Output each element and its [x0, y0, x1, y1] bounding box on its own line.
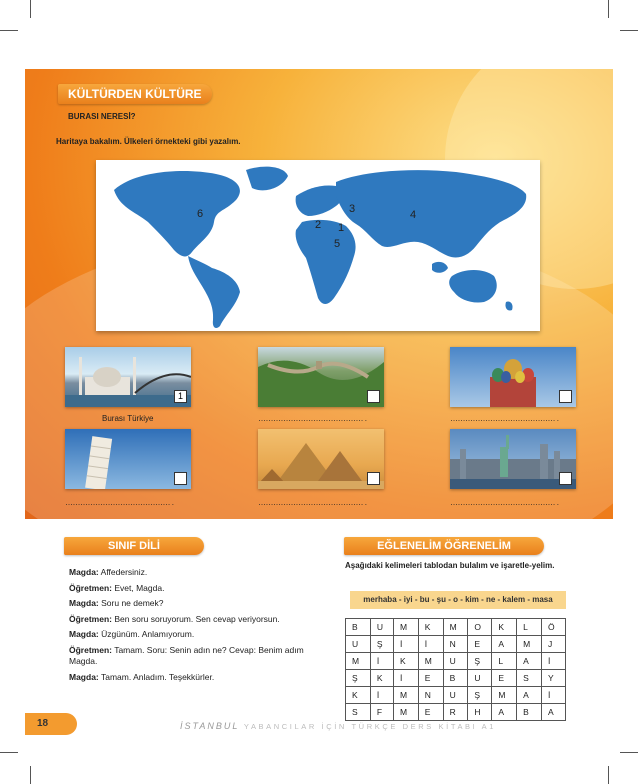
grid-cell[interactable]: E: [418, 704, 443, 721]
grid-cell[interactable]: F: [370, 704, 393, 721]
crop-mark: [30, 766, 31, 784]
map-label: 4: [410, 209, 417, 221]
book-title: [180, 721, 496, 731]
line-text: Soru ne demek?: [101, 598, 164, 609]
grid-cell[interactable]: İ: [370, 653, 393, 670]
grid-cell[interactable]: E: [418, 670, 443, 687]
grid-cell[interactable]: L: [517, 619, 542, 636]
grid-cell[interactable]: K: [492, 619, 517, 636]
grid-cell[interactable]: L: [492, 653, 517, 670]
statue-of-liberty-illustration: [450, 429, 576, 489]
map-label: 3: [349, 203, 356, 215]
grid-cell[interactable]: M: [346, 653, 371, 670]
dialogue-line: [69, 565, 334, 581]
grid-cell[interactable]: M: [517, 636, 542, 653]
grid-cell[interactable]: K: [418, 619, 443, 636]
grid-cell[interactable]: S: [346, 704, 371, 721]
line-text: Evet, Magda.: [114, 582, 165, 593]
book-title-rest: YABANCILAR İÇİN TÜRKÇE DERS KİTABI A1: [243, 722, 496, 731]
word-search-grid: [345, 618, 566, 721]
answer-box[interactable]: [559, 472, 572, 485]
answer-blank[interactable]: …………………………………… .: [450, 414, 559, 423]
answer-box[interactable]: 1: [174, 390, 187, 403]
grid-cell[interactable]: M: [393, 619, 418, 636]
word-list: merhaba - iyi - bu - şu - o - kim - ne - kalem - masa: [350, 591, 566, 609]
grid-cell[interactable]: N: [443, 636, 468, 653]
world-map-svg: [96, 160, 540, 331]
line-text: Üzgünüm. Anlamıyorum.: [101, 629, 195, 640]
crop-mark: [0, 752, 18, 753]
answer-blank[interactable]: …………………………………… .: [65, 498, 174, 507]
line-text: Tamam. Soru: Senin adın ne? Cevap: Benim adım Magda.: [69, 644, 304, 666]
grid-cell[interactable]: E: [468, 636, 492, 653]
grid-cell[interactable]: B: [443, 670, 468, 687]
grid-cell[interactable]: Ş: [370, 636, 393, 653]
grid-cell[interactable]: E: [492, 670, 517, 687]
grid-cell[interactable]: Ş: [468, 653, 492, 670]
grid-cell[interactable]: A: [492, 704, 517, 721]
grid-cell[interactable]: U: [443, 653, 468, 670]
dialogue-line: [69, 627, 334, 643]
book-title-main: İSTANBUL: [180, 721, 240, 731]
pisa-tower-photo: [65, 429, 191, 489]
map-label: 1: [338, 222, 345, 234]
speaker: Öğretmen:: [69, 644, 112, 655]
answer-blank[interactable]: …………………………………… .: [450, 498, 559, 507]
grid-row: [346, 653, 566, 670]
grid-cell[interactable]: M: [393, 704, 418, 721]
speaker: Magda:: [69, 567, 99, 577]
dialogue-line: [69, 581, 334, 597]
world-map: [96, 160, 540, 331]
line-text: Tamam. Anladım. Teşekkürler.: [100, 671, 215, 682]
grid-cell[interactable]: M: [393, 687, 418, 704]
speaker: Öğretmen:: [69, 613, 112, 624]
grid-cell[interactable]: J: [541, 636, 565, 653]
grid-cell[interactable]: A: [541, 704, 565, 721]
crop-mark: [608, 766, 609, 784]
line-text: Ben soru soruyorum. Sen cevap veriyorsun.: [114, 613, 280, 624]
great-wall-illustration: [258, 347, 384, 407]
grid-row: [346, 636, 566, 653]
grid-row: [346, 687, 566, 704]
grid-cell[interactable]: K: [393, 653, 418, 670]
grid-cell[interactable]: Ö: [541, 619, 565, 636]
page-number: 18: [25, 713, 77, 735]
crop-mark: [30, 0, 31, 18]
speaker: Magda:: [69, 629, 99, 640]
grid-cell[interactable]: B: [346, 619, 371, 636]
grid-cell[interactable]: İ: [370, 687, 393, 704]
crop-mark: [620, 30, 638, 31]
kremlin-photo: [450, 347, 576, 407]
grid-cell[interactable]: H: [468, 704, 492, 721]
dialogue-line: [69, 612, 334, 628]
line-text: Affedersiniz.: [100, 567, 148, 577]
grid-cell[interactable]: M: [443, 619, 468, 636]
grid-cell[interactable]: A: [492, 636, 517, 653]
mosque-photo: [65, 347, 191, 407]
grid-cell[interactable]: U: [346, 636, 371, 653]
grid-cell[interactable]: S: [517, 670, 542, 687]
grid-cell[interactable]: Y: [541, 670, 565, 687]
grid-cell[interactable]: A: [517, 653, 542, 670]
subtitle: BURASI NERESİ?: [68, 112, 136, 121]
grid-cell[interactable]: M: [492, 687, 517, 704]
fun-learning-title: EĞLENELİM ÖĞRENELİM: [344, 537, 544, 555]
grid-cell[interactable]: K: [346, 687, 371, 704]
speaker: Öğretmen:: [69, 582, 112, 593]
grid-cell[interactable]: U: [370, 619, 393, 636]
dialogue: [69, 565, 334, 686]
map-label: 2: [315, 219, 322, 231]
grid-cell[interactable]: O: [468, 619, 492, 636]
kremlin-illustration: [450, 347, 576, 407]
grid-cell[interactable]: İ: [541, 687, 565, 704]
great-wall-photo: [258, 347, 384, 407]
grid-cell[interactable]: U: [468, 670, 492, 687]
answer-blank[interactable]: …………………………………… .: [258, 498, 367, 507]
answer-box[interactable]: [367, 472, 380, 485]
grid-cell[interactable]: Ş: [346, 670, 371, 687]
answer-box[interactable]: [174, 472, 187, 485]
map-label: 6: [197, 208, 204, 220]
answer-blank[interactable]: …………………………………… .: [258, 414, 367, 423]
dialogue-line: [69, 596, 334, 612]
grid-cell[interactable]: U: [443, 687, 468, 704]
grid-cell[interactable]: İ: [393, 636, 418, 653]
statue-of-liberty-photo: [450, 429, 576, 489]
grid-cell[interactable]: İ: [541, 653, 565, 670]
speaker: Magda:: [69, 598, 99, 609]
pyramids-illustration: [258, 429, 384, 489]
grid-row: [346, 619, 566, 636]
grid-cell[interactable]: İ: [393, 670, 418, 687]
pisa-tower-illustration: [65, 429, 191, 489]
answer-box[interactable]: [559, 390, 572, 403]
grid-row: [346, 704, 566, 721]
grid-row: [346, 670, 566, 687]
class-language-title: SINIF DİLİ: [64, 537, 204, 555]
grid-cell[interactable]: M: [418, 653, 443, 670]
crop-mark: [0, 30, 18, 31]
dialogue-line: [69, 670, 334, 686]
answer-box[interactable]: [367, 390, 380, 403]
grid-cell[interactable]: A: [517, 687, 542, 704]
pyramids-photo: [258, 429, 384, 489]
grid-cell[interactable]: Ş: [468, 687, 492, 704]
mosque-illustration: [65, 347, 191, 407]
grid-cell[interactable]: R: [443, 704, 468, 721]
section-title: KÜLTÜRDEN KÜLTÜRE: [58, 84, 212, 104]
crop-mark: [620, 752, 638, 753]
instruction: Haritaya bakalım. Ülkeleri örnekteki gibi yazalım.: [56, 137, 241, 146]
grid-cell[interactable]: İ: [418, 636, 443, 653]
speaker: Magda:: [69, 671, 99, 682]
crop-mark: [608, 0, 609, 18]
grid-cell[interactable]: B: [517, 704, 542, 721]
photo-caption: Burası Türkiye: [102, 414, 154, 423]
fun-learning-instruction: Aşağıdaki kelimeleri tablodan bulalım ve işaretle-yelim.: [345, 561, 555, 570]
grid-cell[interactable]: K: [370, 670, 393, 687]
grid-cell[interactable]: N: [418, 687, 443, 704]
dialogue-line: [69, 645, 334, 667]
map-label: 5: [334, 238, 341, 250]
